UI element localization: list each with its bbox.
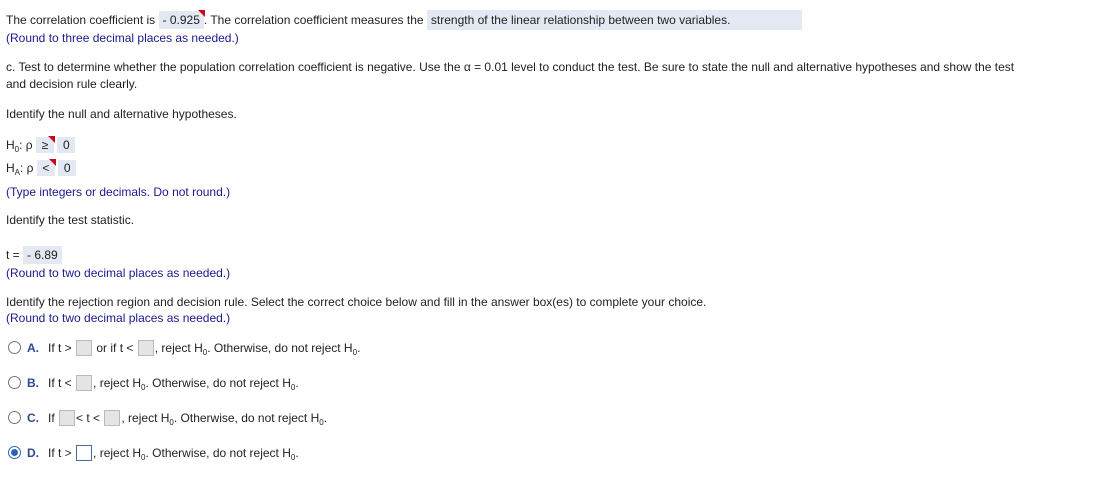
t-value-input[interactable] [23,246,62,264]
rejection-hint: (Round to two decimal places as needed.) [6,311,231,325]
radio-c[interactable] [8,411,21,424]
choice-a-text-1: If t > [48,341,72,355]
h0-operator-select[interactable] [36,137,54,153]
correlation-sentence [6,10,802,30]
choice-d-letter: D. [27,446,39,460]
ha-operator: < [42,161,50,175]
choice-b[interactable] [8,375,299,393]
ha-subscript: A [14,168,21,177]
incorrect-flag-icon [49,159,56,166]
choice-a-text-2: or if t < [96,341,134,355]
radio-d-selected[interactable] [8,446,21,459]
radio-b[interactable] [8,376,21,389]
choice-a-letter: A. [27,341,39,355]
rejection-prompt: Identify the rejection region and decision rule. Select the correct choice below and fill in the answer box(es) to complete your choice. [6,295,707,309]
choice-a-sub-2: 0 [352,348,358,357]
choice-c-end: . [323,411,328,425]
incorrect-flag-icon [48,136,55,143]
ha-value-input[interactable] [58,160,76,176]
choice-c-text-4: . Otherwise, do not reject H [173,411,320,425]
h0-operator: ≥ [41,138,49,152]
test-statistic-hint: (Round to two decimal places as needed.) [6,266,231,280]
choice-a-text-3: , reject H [154,341,203,355]
choice-d-text-3: , reject H [93,446,142,460]
choice-a[interactable] [8,340,360,358]
radio-a[interactable] [8,341,21,354]
choice-b-letter: B. [27,376,39,390]
choice-d-sub-1: 0 [141,453,146,462]
choice-c-text-3: , reject H [121,411,170,425]
choice-b-box-1[interactable] [76,375,92,391]
choice-a-text-4: . Otherwise, do not reject H [207,341,353,355]
choice-a-box-1[interactable] [76,340,92,356]
h0-label: H [6,138,15,152]
choice-b-sub-1: 0 [141,383,146,392]
part-c-line-2: and decision rule clearly. [6,77,138,91]
correlation-prefix: The correlation coefficient is [6,13,156,27]
h0-value: 0 [62,138,70,152]
ha-label: H [6,161,15,175]
choice-d-box-1[interactable] [76,445,92,461]
alternative-hypothesis [6,160,76,177]
choice-c-box-2[interactable] [104,410,120,426]
choice-c[interactable] [8,410,327,428]
choice-c-sub-1: 0 [169,418,174,427]
t-label: t = [6,248,20,262]
choice-d-text-4: . Otherwise, do not reject H [145,446,291,460]
choice-c-sub-2: 0 [319,418,324,427]
ha-value: 0 [63,161,71,175]
measure-value: strength of the linear relationship between two variables. [430,13,731,27]
h0-value-input[interactable] [57,137,75,153]
correlation-round-hint: (Round to three decimal places as needed.) [6,31,239,45]
correlation-mid: . The correlation coefficient measures the [203,13,424,27]
choice-c-text-1: If [48,411,55,425]
h0-subscript: 0 [14,145,20,154]
test-statistic-prompt: Identify the test statistic. [6,213,135,227]
choice-c-letter: C. [27,411,39,425]
choice-d-text-1: If t > [48,446,72,460]
correlation-value: - 0.925 [162,13,200,27]
null-hypothesis [6,137,75,154]
choice-d[interactable] [8,445,299,463]
choice-b-sub-2: 0 [290,383,296,392]
t-value: - 6.89 [27,248,58,262]
choice-a-sub-1: 0 [202,348,208,357]
ha-operator-select[interactable] [37,160,55,176]
choice-d-sub-2: 0 [290,453,296,462]
h0-rho: : ρ [19,138,33,152]
hypotheses-prompt: Identify the null and alternative hypotheses. [6,107,237,121]
choice-a-box-2[interactable] [138,340,154,356]
incorrect-flag-icon [198,10,205,17]
ha-rho: : ρ [20,161,34,175]
choice-a-end: . [357,341,361,355]
choice-d-end: . [295,446,299,460]
choice-c-text-2: < t < [76,411,101,425]
correlation-answer[interactable] [159,11,204,29]
choice-c-box-1[interactable] [59,410,75,426]
measure-answer[interactable] [427,10,803,30]
part-c-line-1: c. Test to determine whether the population correlation coefficient is negative. Use the α = 0.01 level to conduct the test. Be sure to state the null and alternative hypotheses and show the test [6,60,1015,74]
hypotheses-hint: (Type integers or decimals. Do not round.) [6,185,231,199]
choice-b-text-3: , reject H [93,376,142,390]
choice-b-text-1: If t < [48,376,72,390]
test-statistic-line [6,246,62,264]
choice-b-text-4: . Otherwise, do not reject H [145,376,291,390]
choice-b-end: . [295,376,299,390]
